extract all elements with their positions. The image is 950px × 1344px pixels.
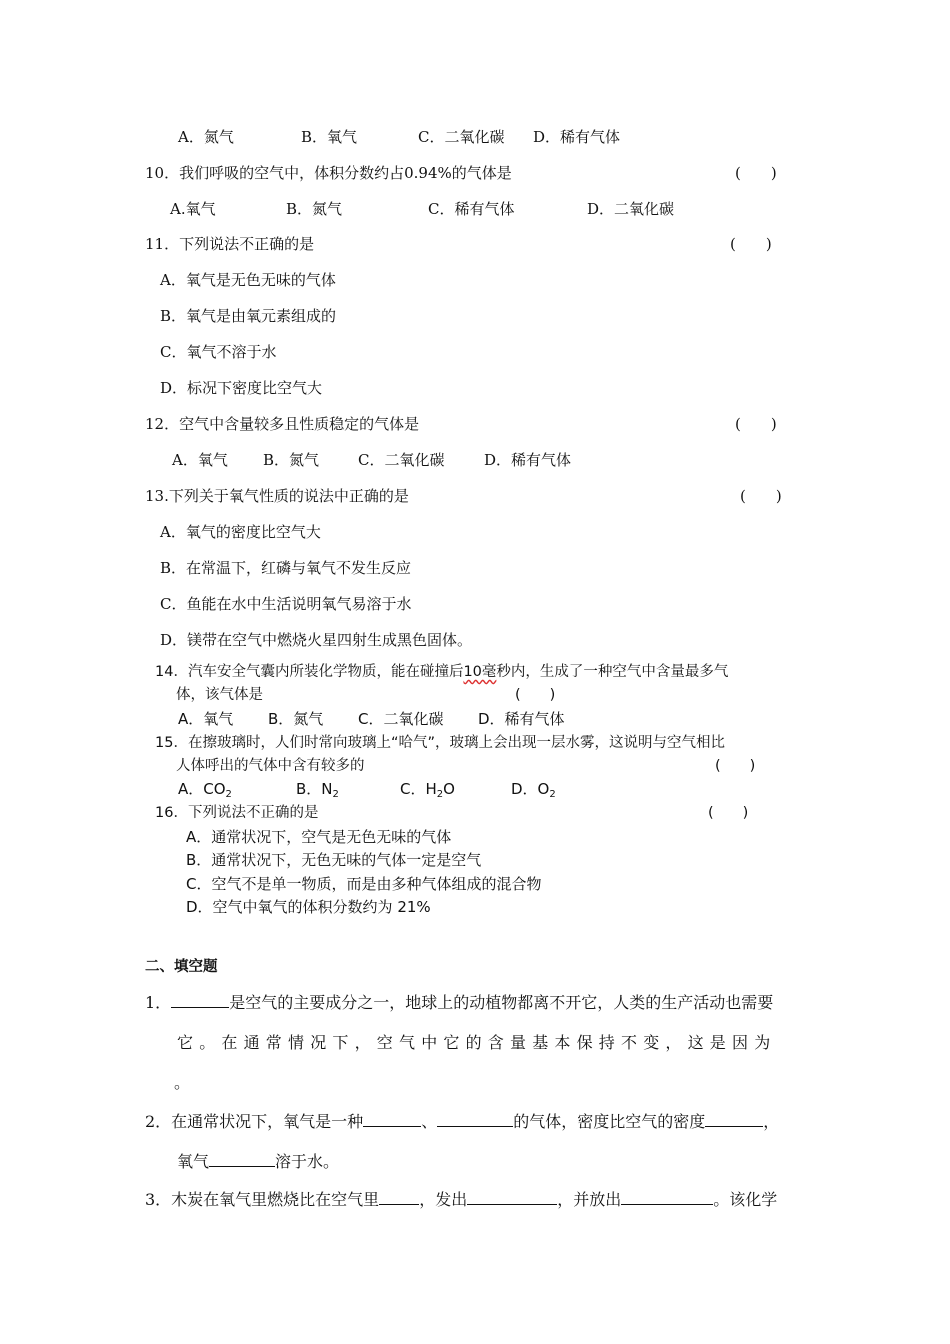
fill1-line1: 1． 是空气的主要成分之一，地球上的动植物都离不开它，人类的生产活动也需要: [145, 993, 774, 1012]
q9-option-a: A．氮气: [178, 128, 234, 146]
fill2-blank-2[interactable]: [437, 1112, 513, 1127]
q9-option-c: C．二氧化碳: [418, 128, 505, 146]
q12-option-a: A．氧气: [172, 451, 228, 469]
q15-option-d: D．$O_2$: [511, 780, 556, 800]
q11-option-c: C．氧气不溶于水: [160, 343, 277, 361]
q15-answer-paren: ( ): [715, 758, 756, 774]
fill2-blank-1[interactable]: [363, 1112, 421, 1127]
q10-answer-paren: ( ): [735, 164, 777, 182]
q16-option-b: B．通常状况下，无色无味的气体一定是空气: [186, 851, 482, 869]
q12-option-b: B．氮气: [263, 451, 320, 469]
q14-option-b: B．氮气: [268, 710, 324, 728]
section2-title: 二、填空题: [145, 959, 218, 975]
q15-option-c: C．$H_2O$: [400, 780, 455, 800]
fill3-line1: 3．木炭在氧气里燃烧比在空气里 ，发出 ，并放出 。该化学: [145, 1190, 778, 1209]
q14-option-d: D．稀有气体: [478, 710, 565, 728]
q11-option-b: B．氧气是由氧元素组成的: [160, 307, 337, 325]
q13-option-c: C．鱼能在水中生活说明氧气易溶于水: [160, 595, 412, 613]
q13-stem: 13.下列关于氧气性质的说法中正确的是: [145, 487, 409, 505]
fill2-blank-4[interactable]: [209, 1152, 275, 1167]
q15-option-a: A．$CO_2$: [178, 780, 232, 800]
q12-option-c: C．二氧化碳: [358, 451, 445, 469]
q11-option-d: D．标况下密度比空气大: [160, 379, 323, 397]
q12-stem: 12．空气中含量较多且性质稳定的气体是: [145, 415, 420, 433]
q16-option-c: C．空气不是单一物质，而是由多种气体组成的混合物: [186, 875, 542, 893]
q10-stem: 10．我们呼吸的空气中，体积分数约占0.94%的气体是: [145, 164, 512, 182]
q13-option-b: B．在常温下，红磷与氧气不发生反应: [160, 559, 412, 577]
q14-stem-line1: 14．汽车安全气囊内所装化学物质，能在碰撞后10毫秒内，生成了一种空气中含量最多气: [155, 664, 729, 680]
q15-stem-line2: 人体呼出的气体中含有较多的: [176, 758, 365, 774]
q12-answer-paren: ( ): [735, 415, 777, 433]
q9-option-d: D．稀有气体: [533, 128, 621, 146]
q13-answer-paren: ( ): [740, 487, 782, 505]
fill2-line2: 氧气 溶于水。: [177, 1152, 340, 1171]
q10-option-d: D．二氧化碳: [587, 200, 675, 218]
fill1-blank-1[interactable]: [171, 993, 229, 1008]
q9-option-b: B．氧气: [301, 128, 358, 146]
q15-stem-line1: 15．在擦玻璃时，人们时常向玻璃上“哈气”，玻璃上会出现一层水雾，这说明与空气相比: [155, 735, 725, 751]
q11-answer-paren: ( ): [730, 235, 772, 253]
q10-option-c: C．稀有气体: [428, 200, 515, 218]
q14-option-c: C．二氧化碳: [358, 710, 444, 728]
q13-option-d: D．镁带在空气中燃烧火星四射生成黑色固体。: [160, 631, 473, 649]
q14-stem-line2: 体，该气体是: [176, 687, 263, 703]
q10-option-b: B．氮气: [286, 200, 343, 218]
q15-option-b: B．$N_2$: [296, 780, 339, 800]
q11-stem: 11．下列说法不正确的是: [145, 235, 315, 253]
q16-stem: 16．下列说法不正确的是: [155, 805, 319, 821]
q14-option-a: A．氧气: [178, 710, 234, 728]
q14-answer-paren: ( ): [515, 687, 556, 703]
q10-option-a: A.氧气: [170, 200, 216, 218]
q13-option-a: A．氧气的密度比空气大: [160, 523, 321, 541]
fill3-blank-1[interactable]: [379, 1190, 419, 1205]
fill2-blank-3[interactable]: [705, 1112, 763, 1127]
fill1-line2: 它。在通常情况下，空气中它的含量基本保持不变，这是因为: [177, 1033, 777, 1052]
fill3-blank-2[interactable]: [467, 1190, 557, 1205]
q16-answer-paren: ( ): [708, 805, 749, 821]
q16-option-a: A．通常状况下，空气是无色无味的气体: [186, 828, 452, 846]
fill1-line3: 。: [174, 1073, 191, 1092]
fill3-blank-3[interactable]: [621, 1190, 713, 1205]
q12-option-d: D．稀有气体: [484, 451, 572, 469]
fill2-line1: 2．在通常状况下，氧气是一种 、 的气体，密度比空气的密度 ，: [145, 1112, 780, 1131]
q16-option-d: D．空气中氧气的体积分数约为 21%: [186, 898, 431, 916]
q11-option-a: A．氧气是无色无味的气体: [160, 271, 336, 289]
